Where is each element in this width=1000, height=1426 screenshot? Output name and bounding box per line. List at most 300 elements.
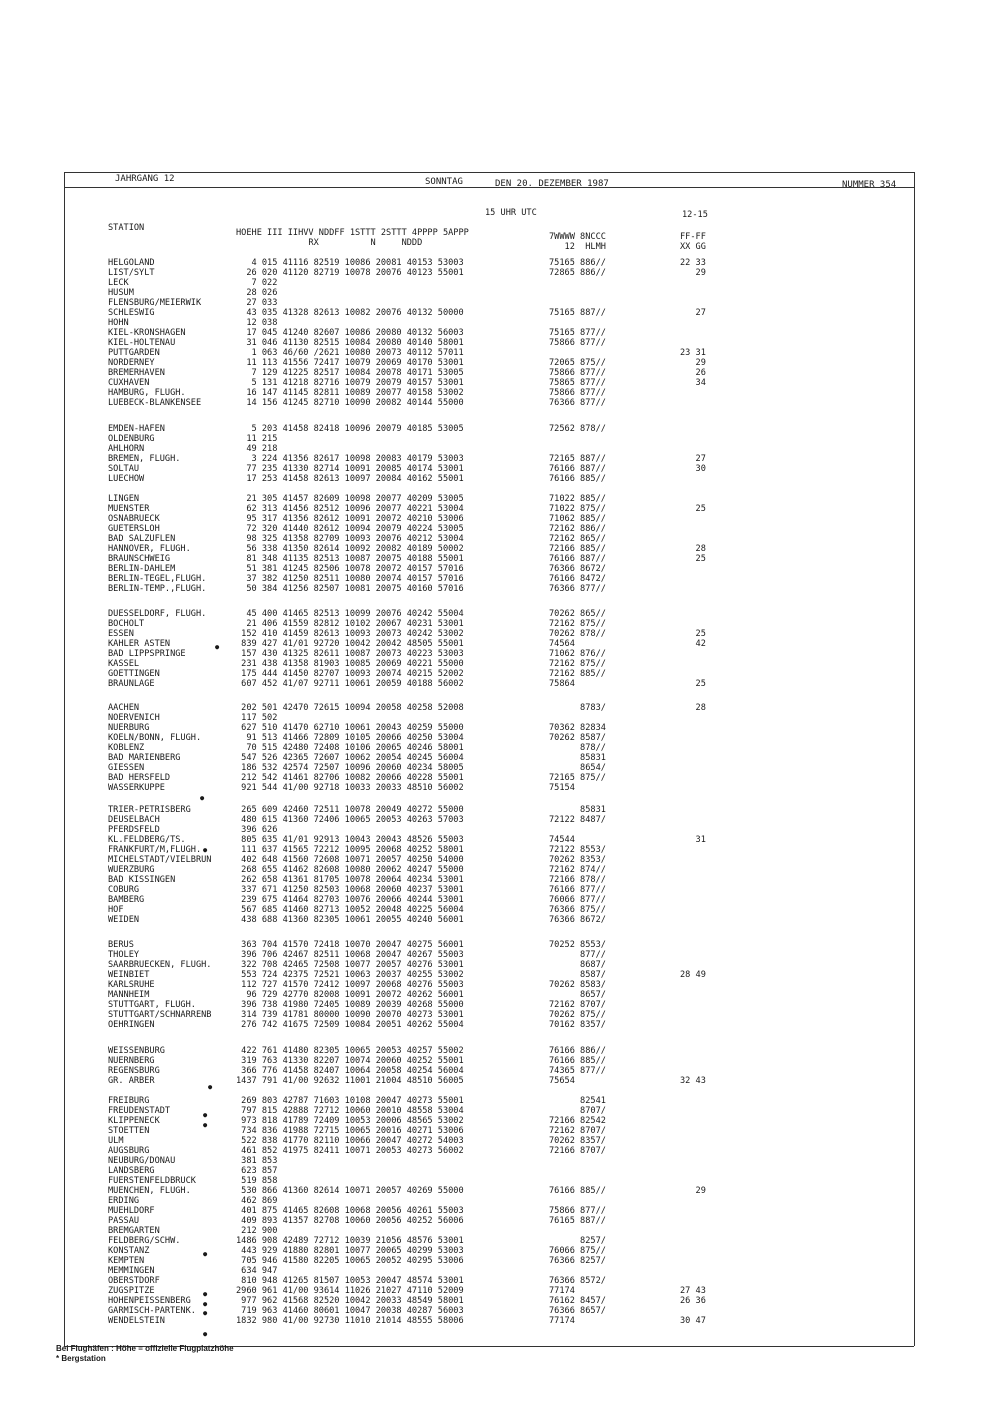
observation-groups: 239 675 41464 82703 10076 20066 40244 53001 xyxy=(236,895,464,905)
station-name: PUTTGARDEN xyxy=(108,348,160,358)
observation-groups: 319 763 41330 82207 10074 20060 40252 55001 xyxy=(236,1056,464,1066)
station-name: HOF xyxy=(108,905,124,915)
station-name: BAMBERG xyxy=(108,895,145,905)
observation-groups: 91 513 41466 72809 10105 20066 40250 53004 xyxy=(236,733,464,743)
wind-groups: 22 33 xyxy=(680,258,706,268)
wind-groups: 25 xyxy=(680,554,706,564)
synop-groups: 70262 865// xyxy=(549,609,606,619)
station-name: BERLIN-TEMP.,FLUGH. xyxy=(108,584,207,594)
station-name: BAD KISSINGEN xyxy=(108,875,176,885)
observation-groups: 262 658 41361 81705 10078 20064 40234 53001 xyxy=(236,875,464,885)
station-name: THOLEY xyxy=(108,950,140,960)
synop-groups: 76366 8572/ xyxy=(549,1276,606,1286)
observation-groups: 567 685 41460 82713 10052 20048 40225 56004 xyxy=(236,905,464,915)
observation-groups: 461 852 41975 82411 10071 20053 40273 56002 xyxy=(236,1146,464,1156)
observation-groups: 4 015 41116 82519 10086 20081 40153 53003 xyxy=(236,258,464,268)
station-name: WUERZBURG xyxy=(108,865,155,875)
observation-groups: 202 501 42470 72615 10094 20058 40258 52008 xyxy=(236,703,464,713)
observation-groups: 70 515 42480 72408 10106 20065 40246 58001 xyxy=(236,743,464,753)
synop-groups: 8587/ xyxy=(549,970,606,980)
observation-groups: 1832 980 41/00 92730 11010 21014 48555 58006 xyxy=(236,1316,464,1326)
synop-groups: 70362 82834 xyxy=(549,723,606,733)
observation-groups: 37 382 41250 82511 10080 20074 40157 57016 xyxy=(236,574,464,584)
observation-groups: 62 313 41456 82512 10096 20077 40221 53004 xyxy=(236,504,464,514)
observation-groups: 17 253 41458 82613 10097 20084 40162 55001 xyxy=(236,474,464,484)
station-name: FLENSBURG/MEIERWIK xyxy=(108,298,202,308)
synop-groups: 76166 877// xyxy=(549,885,606,895)
observation-groups: 921 544 41/00 92718 10033 20033 48510 56002 xyxy=(236,783,464,793)
station-name: LUECHOW xyxy=(108,474,145,484)
observation-groups: 7 129 41225 82517 10084 20078 40171 53005 xyxy=(236,368,464,378)
synop-groups: 74564 xyxy=(549,639,575,649)
observation-groups: 797 815 42888 72712 10060 20010 48558 53004 xyxy=(236,1106,464,1116)
observation-groups: 2960 961 41/00 93614 11026 21027 47110 52009 xyxy=(236,1286,464,1296)
station-name: ULM xyxy=(108,1136,124,1146)
station-name: TRIER-PETRISBERG xyxy=(108,805,191,815)
station-name: SCHLESWIG xyxy=(108,308,155,318)
station-name: HOHN xyxy=(108,318,129,328)
synop-groups: 82541 xyxy=(549,1096,606,1106)
station-name: STOETTEN xyxy=(108,1126,150,1136)
station-column-heading: STATION xyxy=(108,223,145,233)
observation-groups: 480 615 41360 72406 10065 20053 40263 57003 xyxy=(236,815,464,825)
wind-groups: 26 36 xyxy=(680,1296,706,1306)
observation-groups: 72 320 41440 82612 10094 20079 40224 53005 xyxy=(236,524,464,534)
station-name: HANNOVER, FLUGH. xyxy=(108,544,191,554)
synop-groups: 76066 875// xyxy=(549,1246,606,1256)
synop-groups: 72065 875// xyxy=(549,358,606,368)
station-name: STUTTGART, FLUGH. xyxy=(108,1000,196,1010)
observation-groups: 28 026 xyxy=(236,288,278,298)
wind-groups: 42 xyxy=(680,639,706,649)
station-name: KLIPPENECK xyxy=(108,1116,160,1126)
observation-groups: 627 510 41470 62710 10061 20043 40259 55000 xyxy=(236,723,464,733)
station-name: MUENCHEN, FLUGH. xyxy=(108,1186,191,1196)
synop-groups: 72166 878// xyxy=(549,875,606,885)
synop-groups: 72162 875// xyxy=(549,659,606,669)
wind-groups: 29 xyxy=(680,268,706,278)
observation-groups: 401 875 41465 82608 10068 20056 40261 55003 xyxy=(236,1206,464,1216)
station-name: KL.FELDBERG/TS. xyxy=(108,835,186,845)
synop-groups: 75165 877// xyxy=(549,328,606,338)
synop-groups: 72122 8487/ xyxy=(549,815,606,825)
observation-groups: 443 929 41880 82801 10077 20065 40299 53003 xyxy=(236,1246,464,1256)
synop-groups: 71022 885// xyxy=(549,494,606,504)
observation-groups: 11 215 xyxy=(236,434,278,444)
observation-groups: 977 962 41568 82520 10042 20033 48549 58001 xyxy=(236,1296,464,1306)
synop-groups: 72162 865// xyxy=(549,534,606,544)
synop-groups: 70162 8357/ xyxy=(549,1020,606,1030)
station-name: DEUSELBACH xyxy=(108,815,160,825)
station-name: AHLHORN xyxy=(108,444,145,454)
observation-groups: 21 305 41457 82609 10098 20077 40209 53005 xyxy=(236,494,464,504)
station-name: WEINBIET xyxy=(108,970,150,980)
station-name: MEMMINGEN xyxy=(108,1266,155,1276)
observation-groups: 77 235 41330 82714 10091 20085 40174 53001 xyxy=(236,464,464,474)
wind-groups: 25 xyxy=(680,679,706,689)
observation-groups: 212 542 41461 82706 10082 20066 40228 55001 xyxy=(236,773,464,783)
station-name: KIEL-HOLTENAU xyxy=(108,338,176,348)
synop-groups: 75654 xyxy=(549,1076,575,1086)
wind-heading: FF-FF xyxy=(680,232,706,242)
observation-groups: 45 400 41465 82513 10099 20076 40242 55004 xyxy=(236,609,464,619)
station-name: NEUBURG/DONAU xyxy=(108,1156,176,1166)
synop-groups: 76166 885// xyxy=(549,1186,606,1196)
observation-groups: 363 704 41570 72418 10070 20047 40275 56001 xyxy=(236,940,464,950)
synop-groups: 76166 885// xyxy=(549,474,606,484)
synop-groups: 76166 887// xyxy=(549,554,606,564)
station-name: LUEBECK-BLANKENSEE xyxy=(108,398,202,408)
station-name: BAD HERSFELD xyxy=(108,773,171,783)
synop-groups: 72162 874// xyxy=(549,865,606,875)
mountain-station-marker: ● xyxy=(208,1083,213,1091)
observation-groups: 607 452 41/07 92711 10061 20059 40188 56002 xyxy=(236,679,464,689)
synop-groups: 75165 887// xyxy=(549,308,606,318)
observation-groups: 734 836 41988 72715 10065 20016 40271 53006 xyxy=(236,1126,464,1136)
station-name: BAD LIPPSPRINGE xyxy=(108,649,186,659)
observation-groups: 623 857 xyxy=(236,1166,278,1176)
mountain-station-marker: ● xyxy=(203,1309,208,1317)
station-name: GUETERSLOH xyxy=(108,524,160,534)
observation-groups: 31 046 41130 82515 10084 20080 40140 58001 xyxy=(236,338,464,348)
observation-groups: 396 706 42467 82511 10068 20047 40267 55003 xyxy=(236,950,464,960)
synop-groups: 75154 xyxy=(549,783,575,793)
station-name: KONSTANZ xyxy=(108,1246,150,1256)
wind-groups: 26 xyxy=(680,368,706,378)
synop-groups: 75165 886// xyxy=(549,258,606,268)
station-name: NUERNBERG xyxy=(108,1056,155,1066)
synop-groups: 72162 886// xyxy=(549,524,606,534)
observation-groups: 530 866 41360 82614 10071 20057 40269 55000 xyxy=(236,1186,464,1196)
observation-groups: 43 035 41328 82613 10082 20076 40132 50000 xyxy=(236,308,464,318)
station-name: WEISSENBURG xyxy=(108,1046,165,1056)
observation-groups: 95 317 41356 82612 10091 20072 40210 53006 xyxy=(236,514,464,524)
synop-groups: 76166 885// xyxy=(549,1056,606,1066)
observation-groups: 11 113 41556 72417 10079 20069 40170 53001 xyxy=(236,358,464,368)
synop-groups: 70262 8353/ xyxy=(549,855,606,865)
footnote-airports: Bei Flughäfen : Höhe = offizielle Flugplatzhöhe xyxy=(56,1344,234,1353)
observation-groups: 26 020 41120 82719 10078 20076 40123 55001 xyxy=(236,268,464,278)
observation-groups: 381 853 xyxy=(236,1156,278,1166)
station-name: KAHLER ASTEN xyxy=(108,639,171,649)
synop-groups: 72166 82542 xyxy=(549,1116,606,1126)
synop-groups: 77174 xyxy=(549,1316,575,1326)
observation-groups: 56 338 41350 82614 10092 20082 40189 50002 xyxy=(236,544,464,554)
station-name: MANNHEIM xyxy=(108,990,150,1000)
synop-groups: 72865 886// xyxy=(549,268,606,278)
wind-groups: 27 xyxy=(680,308,706,318)
synop-groups: 70262 8583/ xyxy=(549,980,606,990)
station-name: KOBLENZ xyxy=(108,743,145,753)
observation-groups: 337 671 41250 82503 10068 20060 40237 53001 xyxy=(236,885,464,895)
observation-groups: 186 532 42574 72507 10096 20060 40234 58005 xyxy=(236,763,464,773)
station-name: LIST/SYLT xyxy=(108,268,155,278)
mountain-station-marker: ● xyxy=(203,846,208,854)
observation-groups: 98 325 41358 82709 10093 20076 40212 53004 xyxy=(236,534,464,544)
wind-groups: 25 xyxy=(680,504,706,514)
observation-groups: 973 818 41789 72409 10053 20006 48565 53002 xyxy=(236,1116,464,1126)
observation-groups: 366 776 41458 82407 10064 20058 40254 56004 xyxy=(236,1066,464,1076)
observation-groups: 839 427 41/01 92720 10042 20042 48505 55001 xyxy=(236,639,464,649)
frame-left-line xyxy=(64,172,65,1346)
station-name: HOHENPEISSENBERG xyxy=(108,1296,191,1306)
synop-groups: 70262 8587/ xyxy=(549,733,606,743)
synop-groups: 76366 8672/ xyxy=(549,915,606,925)
wind-groups: 30 47 xyxy=(680,1316,706,1326)
station-name: LANDSBERG xyxy=(108,1166,155,1176)
station-name: FELDBERG/SCHW. xyxy=(108,1236,181,1246)
synop-groups: 72165 875// xyxy=(549,773,606,783)
synop-groups: 8657/ xyxy=(549,990,606,1000)
observation-groups: 438 688 41360 82305 10061 20055 40240 56001 xyxy=(236,915,464,925)
mountain-station-marker: ● xyxy=(203,1330,208,1338)
station-name: MUENSTER xyxy=(108,504,150,514)
observation-groups: 719 963 41460 80601 10047 20038 40287 56003 xyxy=(236,1306,464,1316)
synop-groups: 76166 886// xyxy=(549,1046,606,1056)
station-name: BRAUNLAGE xyxy=(108,679,155,689)
wind-groups: 28 xyxy=(680,703,706,713)
synop-groups: 76366 877// xyxy=(549,584,606,594)
station-name: OBERSTDORF xyxy=(108,1276,160,1286)
synop-groups: 72166 8707/ xyxy=(549,1146,606,1156)
synop-groups: 75866 877// xyxy=(549,388,606,398)
observation-groups: 112 727 41570 72412 10097 20068 40276 55003 xyxy=(236,980,464,990)
station-name: GR. ARBER xyxy=(108,1076,155,1086)
synop-groups: 74544 xyxy=(549,835,575,845)
observation-groups: 16 147 41145 82811 10089 20077 40158 53002 xyxy=(236,388,464,398)
station-name: ERDING xyxy=(108,1196,140,1206)
wind-groups: 28 49 xyxy=(680,970,706,980)
synop-groups: 72165 887// xyxy=(549,454,606,464)
observation-groups: 522 838 41770 82110 10066 20047 40272 54003 xyxy=(236,1136,464,1146)
wind-groups: 27 xyxy=(680,454,706,464)
observation-groups: 547 526 42365 72607 10062 20054 40245 56004 xyxy=(236,753,464,763)
main-groups-heading: HOEHE III IIHVV NDDFF 1STTT 2STTT 4PPPP 5APPP xyxy=(236,228,469,238)
station-name: BAD SALZUFLEN xyxy=(108,534,176,544)
station-name: ESSEN xyxy=(108,629,134,639)
station-name: DUESSELDORF, FLUGH. xyxy=(108,609,207,619)
station-name: BAD MARIENBERG xyxy=(108,753,181,763)
station-name: KARLSRUHE xyxy=(108,980,155,990)
observation-groups: 5 131 41218 82716 10079 20079 40157 53001 xyxy=(236,378,464,388)
station-name: MUEHLDORF xyxy=(108,1206,155,1216)
station-name: KOELN/BONN, FLUGH. xyxy=(108,733,202,743)
observation-groups: 21 406 41559 82812 10102 20067 40231 53001 xyxy=(236,619,464,629)
station-name: GOETTINGEN xyxy=(108,669,160,679)
wind-groups: 28 xyxy=(680,544,706,554)
synop-groups-heading: 7WWWW 8NCCC xyxy=(549,232,606,242)
synop-groups: 74365 877// xyxy=(549,1066,606,1076)
station-name: BREMGARTEN xyxy=(108,1226,160,1236)
day-label: SONNTAG xyxy=(425,177,463,187)
synop-groups: 70252 8553/ xyxy=(549,940,606,950)
mountain-station-marker: ● xyxy=(203,1250,208,1258)
synop-groups: 76162 8457/ xyxy=(549,1296,606,1306)
station-name: LINGEN xyxy=(108,494,140,504)
station-name: OLDENBURG xyxy=(108,434,155,444)
mountain-station-marker: ● xyxy=(203,1121,208,1129)
observation-groups: 553 724 42375 72521 10063 20037 40255 53002 xyxy=(236,970,464,980)
observation-groups: 96 729 42770 82008 10091 20072 40262 56001 xyxy=(236,990,464,1000)
station-name: LECK xyxy=(108,278,129,288)
observation-groups: 3 224 41356 82617 10098 20083 40179 53003 xyxy=(236,454,464,464)
observation-time: 15 UHR UTC xyxy=(485,208,537,218)
station-name: COBURG xyxy=(108,885,140,895)
observation-groups: 17 045 41240 82607 10086 20080 40132 56003 xyxy=(236,328,464,338)
station-name: WENDELSTEIN xyxy=(108,1316,165,1326)
synop-groups: 76366 8657/ xyxy=(549,1306,606,1316)
synop-groups: 877// xyxy=(549,950,606,960)
synop-groups: 76165 887// xyxy=(549,1216,606,1226)
observation-groups: 51 381 41245 82506 10078 20072 40157 57016 xyxy=(236,564,464,574)
wind-groups: 25 xyxy=(680,629,706,639)
station-name: EMDEN-HAFEN xyxy=(108,424,165,434)
synop-groups: 72562 878// xyxy=(549,424,606,434)
observation-groups: 14 156 41245 82710 10090 20082 40144 55000 xyxy=(236,398,464,408)
observation-groups: 519 858 xyxy=(236,1176,278,1186)
synop-groups: 8783/ xyxy=(549,703,606,713)
observation-groups: 27 033 xyxy=(236,298,278,308)
synop-groups: 72166 885// xyxy=(549,544,606,554)
station-name: GARMISCH-PARTENK. xyxy=(108,1306,196,1316)
station-name: REGENSBURG xyxy=(108,1066,160,1076)
observation-groups: 49 218 xyxy=(236,444,278,454)
station-name: AUGSBURG xyxy=(108,1146,150,1156)
station-name: PASSAU xyxy=(108,1216,140,1226)
station-name: HAMBURG, FLUGH. xyxy=(108,388,186,398)
mountain-station-marker: ● xyxy=(203,1111,208,1119)
station-name: KEMPTEN xyxy=(108,1256,145,1266)
station-name: BREMEN, FLUGH. xyxy=(108,454,181,464)
wind-groups: 30 xyxy=(680,464,706,474)
observation-groups: 1486 908 42489 72712 10039 21056 48576 53001 xyxy=(236,1236,464,1246)
station-name: OSNABRUECK xyxy=(108,514,160,524)
mountain-station-marker: ● xyxy=(203,1290,208,1298)
synop-groups: 8687/ xyxy=(549,960,606,970)
station-name: BERLIN-TEGEL,FLUGH. xyxy=(108,574,207,584)
station-name: HUSUM xyxy=(108,288,134,298)
observation-groups: 1437 791 41/00 92632 11001 21004 48510 56005 xyxy=(236,1076,464,1086)
station-name: FREUDENSTADT xyxy=(108,1106,171,1116)
observation-groups: 231 438 41358 81903 10085 20069 40221 55000 xyxy=(236,659,464,669)
synop-groups: 8707/ xyxy=(549,1106,606,1116)
wind-groups: 34 xyxy=(680,378,706,388)
wind-groups: 29 xyxy=(680,1186,706,1196)
station-name: KASSEL xyxy=(108,659,140,669)
synop-groups-subheading: 12 HLMH xyxy=(549,242,606,252)
observation-groups: 117 502 xyxy=(236,713,278,723)
station-name: PFERDSFELD xyxy=(108,825,160,835)
observation-groups: 175 444 41450 82707 10093 20074 40215 52002 xyxy=(236,669,464,679)
observation-groups: 152 410 41459 82613 10093 20073 40242 53002 xyxy=(236,629,464,639)
synop-groups: 72162 875// xyxy=(549,619,606,629)
observation-groups: 212 900 xyxy=(236,1226,278,1236)
period-label: 12-15 xyxy=(682,210,708,220)
synop-groups: 76066 877// xyxy=(549,895,606,905)
station-name: FUERSTENFELDBRUCK xyxy=(108,1176,196,1186)
wind-groups: 27 43 xyxy=(680,1286,706,1296)
synop-groups: 8257/ xyxy=(549,1236,606,1246)
synop-groups: 72122 8553/ xyxy=(549,845,606,855)
synop-groups: 75866 877// xyxy=(549,1206,606,1216)
synop-groups: 75866 877// xyxy=(549,368,606,378)
synop-groups: 878// xyxy=(549,743,606,753)
station-name: BERUS xyxy=(108,940,134,950)
synop-groups: 71062 876// xyxy=(549,649,606,659)
frame-right-line xyxy=(914,172,915,1346)
observation-groups: 322 708 42465 72508 10077 20057 40276 53001 xyxy=(236,960,464,970)
station-name: HELGOLAND xyxy=(108,258,155,268)
station-name: FRANKFURT/M,FLUGH. xyxy=(108,845,202,855)
mountain-station-marker: ● xyxy=(203,1300,208,1308)
station-name: AACHEN xyxy=(108,703,140,713)
station-name: BERLIN-DAHLEM xyxy=(108,564,176,574)
date-label: DEN 20. DEZEMBER 1987 xyxy=(495,179,609,189)
synop-groups: 71022 875// xyxy=(549,504,606,514)
observation-groups: 157 430 41325 82611 10087 20073 40223 53003 xyxy=(236,649,464,659)
synop-groups: 75864 xyxy=(549,679,575,689)
observation-groups: 402 648 41560 72608 10071 20057 40250 54000 xyxy=(236,855,464,865)
station-name: FREIBURG xyxy=(108,1096,150,1106)
frame-top-line xyxy=(64,172,914,173)
observation-groups: 268 655 41462 82608 10080 20062 40247 55000 xyxy=(236,865,464,875)
station-name: NUERBURG xyxy=(108,723,150,733)
observation-groups: 805 635 41/01 92913 10043 20043 48526 55003 xyxy=(236,835,464,845)
observation-groups: 5 203 41458 82418 10096 20079 40185 53005 xyxy=(236,424,464,434)
station-name: STUTTGART/SCHNARRENB xyxy=(108,1010,212,1020)
synop-groups: 76166 8472/ xyxy=(549,574,606,584)
observation-groups: 276 742 41675 72509 10084 20051 40262 55004 xyxy=(236,1020,464,1030)
observation-groups: 265 609 42460 72511 10078 20049 40272 55000 xyxy=(236,805,464,815)
synop-groups: 72162 8707/ xyxy=(549,1000,606,1010)
station-name: SAARBRUECKEN, FLUGH. xyxy=(108,960,212,970)
observation-groups: 462 869 xyxy=(236,1196,278,1206)
mountain-station-marker: ● xyxy=(200,794,205,802)
observation-groups: 7 022 xyxy=(236,278,278,288)
observation-groups: 634 947 xyxy=(236,1266,278,1276)
observation-groups: 422 761 41480 82305 10065 20053 40257 55002 xyxy=(236,1046,464,1056)
station-name: ZUGSPITZE xyxy=(108,1286,155,1296)
station-name: KIEL-KRONSHAGEN xyxy=(108,328,186,338)
observation-groups: 1 063 46/60 /2621 10080 20073 40112 57011 xyxy=(236,348,464,358)
station-name: CUXHAVEN xyxy=(108,378,150,388)
synop-groups: 72162 885// xyxy=(549,669,606,679)
frame-header-line xyxy=(64,187,914,188)
issue-number: NUMMER 354 xyxy=(842,180,897,190)
synop-groups: 75866 877// xyxy=(549,338,606,348)
synop-groups: 76366 8257/ xyxy=(549,1256,606,1266)
station-name: GIESSEN xyxy=(108,763,145,773)
synop-groups: 70262 875// xyxy=(549,1010,606,1020)
wind-subheading: XX GG xyxy=(680,242,706,252)
jahrgang-label: JAHRGANG 12 xyxy=(115,174,175,184)
observation-groups: 396 626 xyxy=(236,825,278,835)
observation-groups: 396 738 41980 72405 10089 20039 40268 55000 xyxy=(236,1000,464,1010)
synop-groups: 71062 885// xyxy=(549,514,606,524)
wind-groups: 29 xyxy=(680,358,706,368)
station-name: WASSERKUPPE xyxy=(108,783,165,793)
synop-groups: 72162 8707/ xyxy=(549,1126,606,1136)
synop-groups: 85831 xyxy=(549,805,606,815)
observation-groups: 111 637 41565 72212 10095 20068 40252 58001 xyxy=(236,845,464,855)
station-name: BREMERHAVEN xyxy=(108,368,165,378)
wind-groups: 31 xyxy=(680,835,706,845)
station-name: BOCHOLT xyxy=(108,619,145,629)
synop-groups: 70262 8357/ xyxy=(549,1136,606,1146)
synop-groups: 85831 xyxy=(549,753,606,763)
synop-groups: 70262 878// xyxy=(549,629,606,639)
observation-groups: 705 946 41580 82205 10065 20052 40295 53006 xyxy=(236,1256,464,1266)
